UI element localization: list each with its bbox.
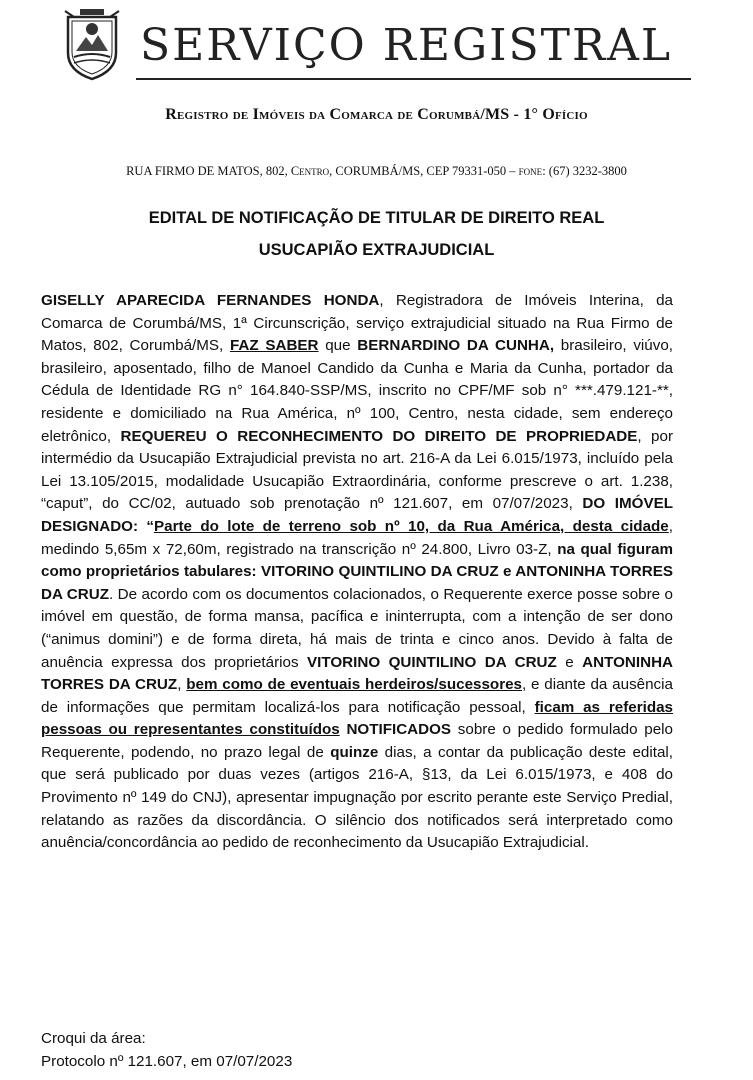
brand-title: SERVIÇO REGISTRAL [140,20,673,71]
deadline-days: quinze [330,743,379,761]
brand-divider [136,78,691,80]
notice-title [0,202,753,266]
heirs-clause: bem como de eventuais herdeiros/sucessores [186,676,522,694]
registry-address: RUA FIRMO DE MATOS, 802, Centro, CORUMBÁ/MS, CEP 79331-050 – fone: (67) 3232-3800 [126,164,627,178]
property-designation-label: DO IMÓVEL DESIGNADO: “ [41,495,673,535]
request-statement: REQUEREU O RECONHECIMENTO DO DIREITO DE PROPRIEDADE [120,427,638,445]
protocol-line: Protocolo nº 121.607, em 07/07/2023 [41,1053,293,1070]
notice-title-line-2: USUCAPIÃO EXTRAJUDICIAL [258,241,495,259]
registrar-name: GISELLY APARECIDA FERNANDES HONDA [41,292,380,309]
area-sketch-label: Croqui da área: [41,1030,146,1047]
notice-footer [41,1027,681,1073]
registry-name: Registro de Imóveis da Comarca de Corumbá/MS - 1° Ofício [165,106,588,123]
applicant-name: BERNARDINO DA CUNHA, [357,337,555,355]
owner-name-1: VITORINO QUINTILINO DA CRUZ [307,653,557,671]
notice-title-line-1: EDITAL DE NOTIFICAÇÃO DE TITULAR DE DIREITO REAL [148,209,605,227]
notified-label: NOTIFICADOS [346,721,452,739]
registered-owners: na qual figuram como proprietários tabulares: VITORINO QUINTILINO DA CRUZ e ANTONINHA TORRES DA CRUZ [41,540,674,603]
notified-parties: ficam as referidas pessoas ou representantes constituídos [41,698,674,739]
document-header [0,0,753,190]
property-description: Parte do lote de terreno sob nº 10, da Rua América, desta cidade [154,517,669,535]
owner-name-2: ANTONINHA TORRES DA CRUZ [41,653,673,694]
notice-body: GISELLY APARECIDA FERNANDES HONDA, Registradora de Imóveis Interina, da Comarca de Corumbá/MS, 1ª Circunscrição, serviço extrajudicial situado na Rua Firmo de Matos, 802, Corumbá/MS, FAZ SABER que BERNARDINO DA CUNHA, brasileiro, viúvo, brasileiro, aposentado, filho de Manoel Candido da Cunha e Maria da Cunha, portador da Cédula de Identidade RG n° 164.840-SSP/MS, inscrito no CPF/MF sob n° ***.479.121-**, residente e domiciliado na Rua América, nº 100, Centro, nesta cidade, sem endereço eletrônico, REQUEREU O RECONHECIMENTO DO DIREITO DE PROPRIEDADE, por intermédio da Usucapião Extrajudicial prevista no art. 216-A da Lei 6.015/1973, incluído pela Lei 13.105/2015, modalidade Usucapião Extraordinária, conforme prescreve o art. 1.238, “caput”, do CC/02, autuado sob prenotação nº 121.607, em 07/07/2023, DO IMÓVEL DESIGNADO: “Parte do lote de terreno sob nº 10, da Rua América, desta cidade, medindo 5,65m x 72,60m, registrado na transcrição nº 24.800, Livro 03-Z, na qual figuram como proprietários tabulares: VITORINO QUINTILINO DA CRUZ e ANTONINHA TORRES DA CRUZ. De acordo com os documentos colacionados, o Requerente exerce posse sobre o imóvel em questão, de forma mansa, pacífica e ininterrupta, com a intenção de ser dono (“animus domini”) e de forma direta, há mais de trinta e cinco anos. Devido à falta de anuência expressa dos proprietários VITORINO QUINTILINO DA CRUZ e ANTONINHA TORRES DA CRUZ, bem como de eventuais herdeiros/sucessores, e diante da ausência de informações que permitam localizá-los para notificação pessoal, ficam as referidas pessoas ou representantes constituídos NOTIFICADOS sobre o pedido formulado pelo Requerente, podendo, no prazo legal de quinze dias, a contar da publicação deste edital, que será publicado por duas vezes (artigos 216-A, §13, da Lei 6.015/1973, e 408 do Provimento nº 149 do CNJ), apresentar impugnação por escrito perante este Serviço Predial, relatando as razões da discordância. O silêncio dos notificados será interpretado como anuência/concordância ao pedido de reconhecimento da Usucapião Extrajudicial. [41,292,674,852]
state-coat-of-arms-icon [62,7,122,83]
faz-saber: FAZ SABER [229,337,319,355]
